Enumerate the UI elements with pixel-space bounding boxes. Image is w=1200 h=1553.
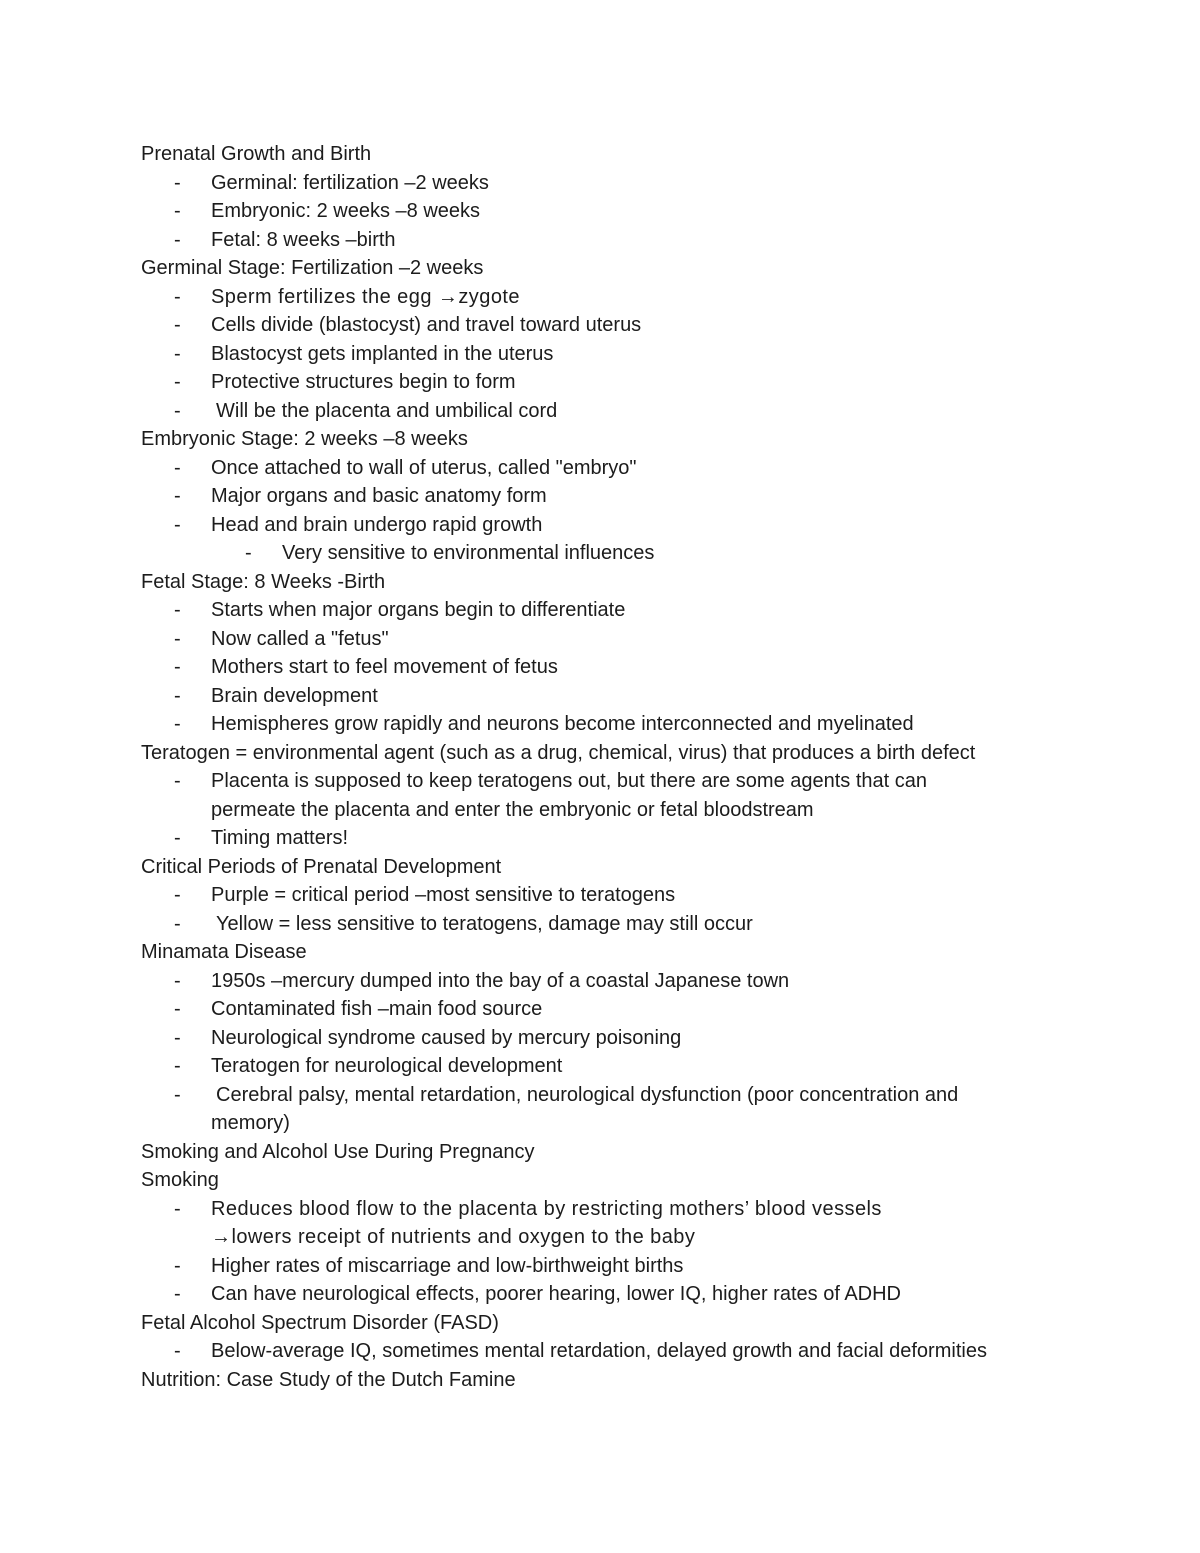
bullet-item — [141, 482, 1141, 511]
bullet-dash-icon: - — [174, 485, 181, 507]
bullet-item — [141, 1052, 1141, 1081]
section-heading: Smoking — [141, 1169, 219, 1191]
bullet-item — [141, 226, 1141, 255]
bullet-text: Can have neurological effects, poorer hearing, lower IQ, higher rates of ADHD — [211, 1283, 901, 1305]
bullet-dash-icon: - — [174, 1055, 181, 1077]
bullet-item — [141, 710, 1141, 739]
document-body — [141, 140, 1141, 1394]
bullet-item — [141, 1280, 1141, 1309]
bullet-text: Protective structures begin to form — [211, 371, 516, 393]
bullet-dash-icon: - — [174, 342, 181, 365]
section-heading: Critical Periods of Prenatal Development — [141, 855, 502, 878]
bullet-text: Below-average IQ, sometimes mental retardation, delayed growth and facial deformities — [211, 1340, 987, 1362]
bullet-dash-icon: - — [174, 599, 181, 621]
bullet-dash-icon: - — [174, 1197, 181, 1220]
bullet-text: Once attached to wall of uterus, called "embryo" — [211, 456, 637, 479]
bullet-item — [141, 169, 1141, 198]
bullet-text: Now called a "fetus" — [211, 627, 389, 650]
bullet-text: Brain development — [211, 684, 378, 707]
bullet-item — [141, 1081, 1141, 1110]
bullet-text: Cerebral palsy, mental retardation, neurological dysfunction (poor concentration and — [216, 1083, 959, 1106]
bullet-text: Embryonic: 2 weeks –8 weeks — [211, 200, 481, 222]
bullet-continuation — [141, 1109, 1141, 1138]
bullet-text: Neurological syndrome caused by mercury poisoning — [211, 1026, 682, 1049]
bullet-text: Cells divide (blastocyst) and travel toward uterus — [211, 314, 642, 336]
bullet-item — [141, 910, 1141, 939]
bullet-dash-icon: - — [174, 884, 181, 906]
bullet-text: Head and brain undergo rapid growth — [211, 513, 543, 536]
bullet-text: Timing matters! — [211, 827, 349, 849]
bullet-continuation — [141, 1223, 1141, 1252]
bullet-item — [141, 1337, 1141, 1366]
bullet-item — [141, 1024, 1141, 1053]
bullet-dash-icon: - — [174, 285, 181, 308]
bullet-text: permeate the placenta and enter the embryonic or fetal bloodstream — [211, 798, 814, 821]
section-heading: Minamata Disease — [141, 941, 307, 963]
bullet-text: Major organs and basic anatomy form — [211, 485, 547, 507]
bullet-item — [141, 454, 1141, 483]
section-heading: Embryonic Stage: 2 weeks –8 weeks — [141, 428, 468, 450]
bullet-text: Germinal: fertilization –2 weeks — [211, 171, 489, 194]
bullet-text: Reduces blood flow to the placenta by restricting mothers’ blood vessels — [211, 1197, 882, 1220]
bullet-dash-icon: - — [174, 713, 181, 735]
bullet-item — [141, 653, 1141, 682]
bullet-item — [141, 824, 1141, 853]
bullet-item — [141, 1252, 1141, 1281]
bullet-item — [141, 625, 1141, 654]
bullet-item — [141, 539, 1141, 568]
bullet-dash-icon: - — [174, 1283, 181, 1305]
bullet-dash-icon: - — [174, 770, 181, 792]
section-heading: Smoking and Alcohol Use During Pregnancy — [141, 1140, 535, 1163]
section-heading: Nutrition: Case Study of the Dutch Famine — [141, 1368, 516, 1391]
bullet-dash-icon: - — [245, 542, 252, 564]
bullet-item — [141, 397, 1141, 426]
bullet-text: Sperm fertilizes the egg →zygote — [211, 285, 520, 308]
bullet-item — [141, 1195, 1141, 1224]
bullet-text: Contaminated fish –main food source — [211, 998, 543, 1020]
bullet-dash-icon: - — [174, 228, 181, 251]
bullet-item — [141, 967, 1141, 996]
bullet-dash-icon: - — [174, 200, 181, 222]
bullet-text: Very sensitive to environmental influences — [282, 542, 655, 564]
bullet-text: Will be the placenta and umbilical cord — [216, 399, 558, 422]
bullet-dash-icon: - — [174, 456, 181, 479]
bullet-item — [141, 511, 1141, 540]
section-heading: Fetal Alcohol Spectrum Disorder (FASD) — [141, 1311, 499, 1334]
bullet-dash-icon: - — [174, 1083, 181, 1106]
bullet-dash-icon: - — [174, 684, 181, 707]
bullet-item — [141, 340, 1141, 369]
bullet-item — [141, 596, 1141, 625]
bullet-dash-icon: - — [174, 1254, 181, 1277]
bullet-continuation — [141, 796, 1141, 825]
bullet-text: Blastocyst gets implanted in the uterus — [211, 342, 554, 365]
bullet-text: Teratogen for neurological development — [211, 1055, 563, 1077]
bullet-text: Hemispheres grow rapidly and neurons become interconnected and myelinated — [211, 713, 914, 735]
bullet-text: →lowers receipt of nutrients and oxygen to the baby — [211, 1226, 696, 1248]
bullet-text: Higher rates of miscarriage and low-birthweight births — [211, 1254, 684, 1277]
bullet-dash-icon: - — [174, 1340, 181, 1362]
bullet-text: Mothers start to feel movement of fetus — [211, 656, 558, 678]
bullet-item — [141, 767, 1141, 796]
bullet-dash-icon: - — [174, 513, 181, 536]
bullet-item — [141, 682, 1141, 711]
bullet-dash-icon: - — [174, 998, 181, 1020]
bullet-dash-icon: - — [174, 314, 181, 336]
bullet-item — [141, 995, 1141, 1024]
bullet-dash-icon: - — [174, 912, 181, 935]
section-heading: Fetal Stage: 8 Weeks -Birth — [141, 570, 386, 593]
section-heading: Teratogen = environmental agent (such as a drug, chemical, virus) that produces a birth defect — [141, 741, 976, 764]
bullet-text: Yellow = less sensitive to teratogens, damage may still occur — [216, 912, 753, 935]
bullet-text: Fetal: 8 weeks –birth — [211, 228, 396, 251]
section-heading: Germinal Stage: Fertilization –2 weeks — [141, 257, 484, 279]
bullet-dash-icon: - — [174, 627, 181, 650]
bullet-item — [141, 197, 1141, 226]
bullet-text: Starts when major organs begin to differentiate — [211, 599, 626, 621]
bullet-item — [141, 311, 1141, 340]
bullet-text: Placenta is supposed to keep teratogens out, but there are some agents that can — [211, 770, 928, 792]
bullet-dash-icon: - — [174, 969, 181, 992]
bullet-text: 1950s –mercury dumped into the bay of a coastal Japanese town — [211, 969, 790, 992]
bullet-dash-icon: - — [174, 399, 181, 422]
bullet-dash-icon: - — [174, 656, 181, 678]
bullet-item — [141, 368, 1141, 397]
bullet-dash-icon: - — [174, 171, 181, 194]
bullet-dash-icon: - — [174, 1026, 181, 1049]
section-heading: Prenatal Growth and Birth — [141, 143, 372, 165]
bullet-dash-icon: - — [174, 827, 181, 849]
bullet-text: Purple = critical period –most sensitive to teratogens — [211, 884, 676, 906]
bullet-text: memory) — [211, 1112, 290, 1134]
bullet-dash-icon: - — [174, 371, 181, 393]
bullet-item — [141, 283, 1141, 312]
bullet-item — [141, 881, 1141, 910]
